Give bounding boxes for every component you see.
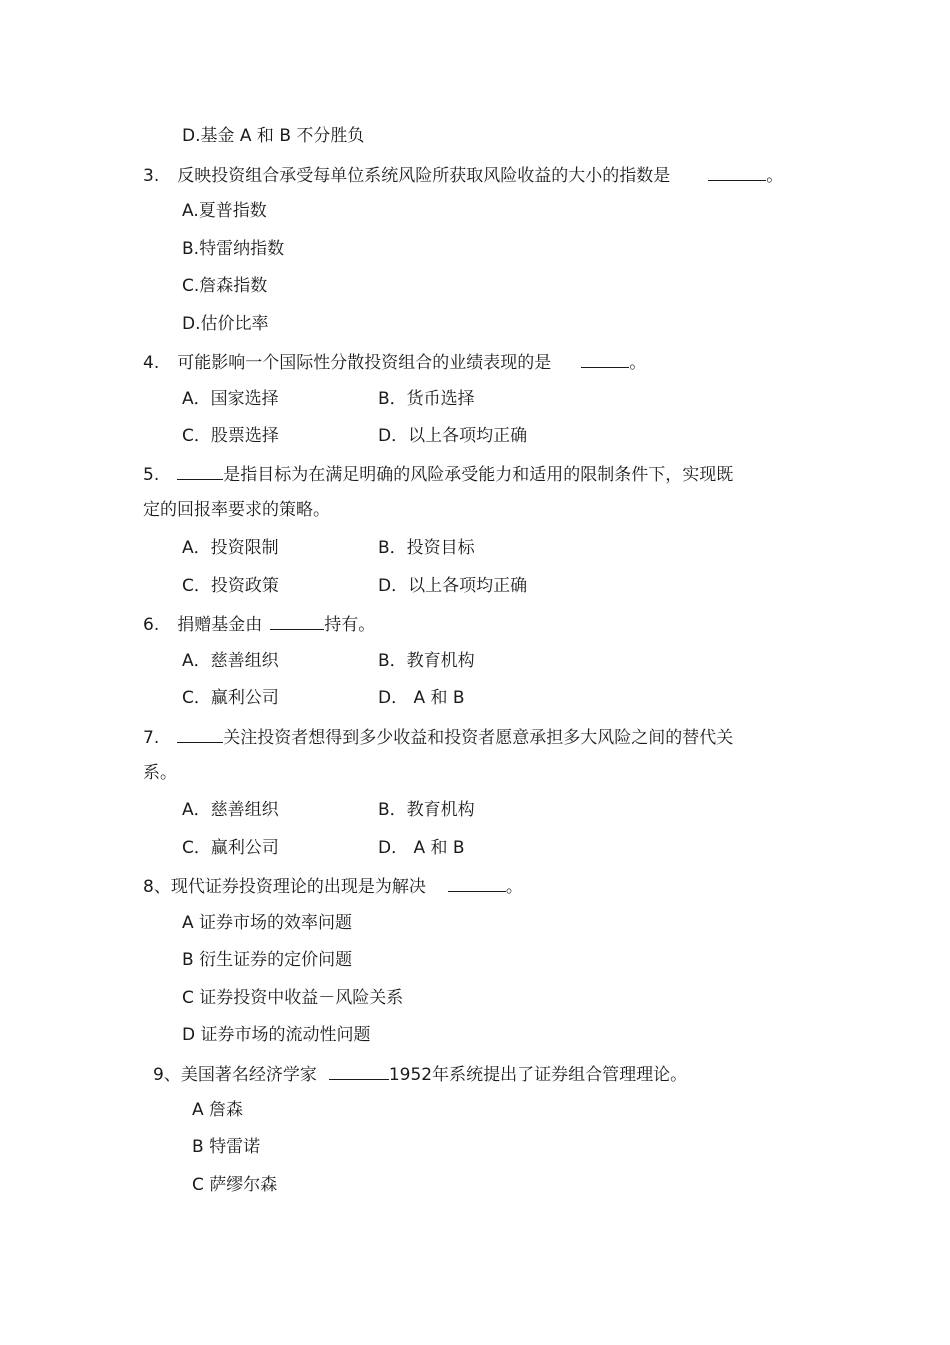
option-q7-d: D． A 和 B <box>378 838 465 858</box>
question-end: 。 <box>766 166 784 186</box>
option-q6-b: B．教育机构 <box>378 651 475 671</box>
option-q9-c: C 萨缪尔森 <box>192 1175 278 1195</box>
option-q7-c: C．赢利公司 <box>182 838 279 858</box>
option-q6-a: A．慈善组织 <box>182 651 279 671</box>
option-q8-c: C 证券投资中收益－风险关系 <box>182 988 404 1008</box>
question-6 <box>143 612 375 636</box>
question-text: 捐赠基金由 <box>177 615 263 635</box>
question-4 <box>143 350 646 374</box>
question-number: 9、 <box>153 1065 181 1085</box>
question-text: 是指目标为在满足明确的风险承受能力和适用的限制条件下，实现既 <box>223 465 734 485</box>
question-end: 。 <box>505 877 523 897</box>
question-text: 美国著名经济学家 <box>180 1065 317 1085</box>
question-text: 可能影响一个国际性分散投资组合的业绩表现的是 <box>177 353 552 373</box>
option-q4-d: D．以上各项均正确 <box>378 426 528 446</box>
question-number: 5. <box>143 465 160 485</box>
option-q3-b: B.特雷纳指数 <box>182 239 285 259</box>
question-5 <box>143 462 733 486</box>
answer-blank <box>270 612 324 630</box>
option-q5-a: A．投资限制 <box>182 538 279 558</box>
question-3 <box>143 163 783 187</box>
option-q6-d: D． A 和 B <box>378 688 465 708</box>
option-q3-a: A.夏普指数 <box>182 201 267 221</box>
question-number: 4. <box>143 353 160 373</box>
option-q9-a: A 詹森 <box>192 1100 244 1120</box>
option-q4-c: C．股票选择 <box>182 426 279 446</box>
question-7 <box>143 725 733 749</box>
question-number: 6. <box>143 615 160 635</box>
option-q8-b: B 衍生证券的定价问题 <box>182 950 353 970</box>
answer-blank <box>329 1062 389 1080</box>
question-text: 关注投资者想得到多少收益和投资者愿意承担多大风险之间的替代关 <box>223 728 734 748</box>
question-text: 反映投资组合承受每单位系统风险所获取风险收益的大小的指数是 <box>177 166 671 186</box>
question-number: 3. <box>143 166 160 186</box>
answer-blank <box>448 874 506 892</box>
answer-blank <box>177 725 223 743</box>
option-q3-d: D.估价比率 <box>182 314 269 334</box>
answer-blank <box>708 163 766 181</box>
option-q3-c: C.詹森指数 <box>182 276 268 296</box>
option-q4-a: A．国家选择 <box>182 389 279 409</box>
question-end: 。 <box>629 353 647 373</box>
option-q8-d: D 证券市场的流动性问题 <box>182 1025 371 1045</box>
question-7-continued: 系。 <box>143 763 177 783</box>
option-q2-d: D.基金 A 和 B 不分胜负 <box>182 126 365 146</box>
question-end: 持有。 <box>324 615 376 635</box>
option-q7-a: A．慈善组织 <box>182 800 279 820</box>
option-q4-b: B．货币选择 <box>378 389 475 409</box>
question-end: 1952年系统提出了证券组合管理理论。 <box>388 1065 688 1085</box>
question-number: 8、 <box>143 877 171 897</box>
option-q6-c: C．赢利公司 <box>182 688 279 708</box>
option-q9-b: B 特雷诺 <box>192 1137 261 1157</box>
option-q8-a: A 证券市场的效率问题 <box>182 913 353 933</box>
question-8 <box>143 874 523 898</box>
answer-blank <box>177 462 223 480</box>
question-number: 7. <box>143 728 160 748</box>
option-q5-d: D．以上各项均正确 <box>378 576 528 596</box>
answer-blank <box>581 350 629 368</box>
option-q5-c: C．投资政策 <box>182 576 279 596</box>
option-q5-b: B．投资目标 <box>378 538 475 558</box>
question-text: 现代证券投资理论的出现是为解决 <box>170 877 426 897</box>
option-q7-b: B．教育机构 <box>378 800 475 820</box>
question-9 <box>153 1062 687 1086</box>
question-5-continued: 定的回报率要求的策略。 <box>143 500 330 520</box>
